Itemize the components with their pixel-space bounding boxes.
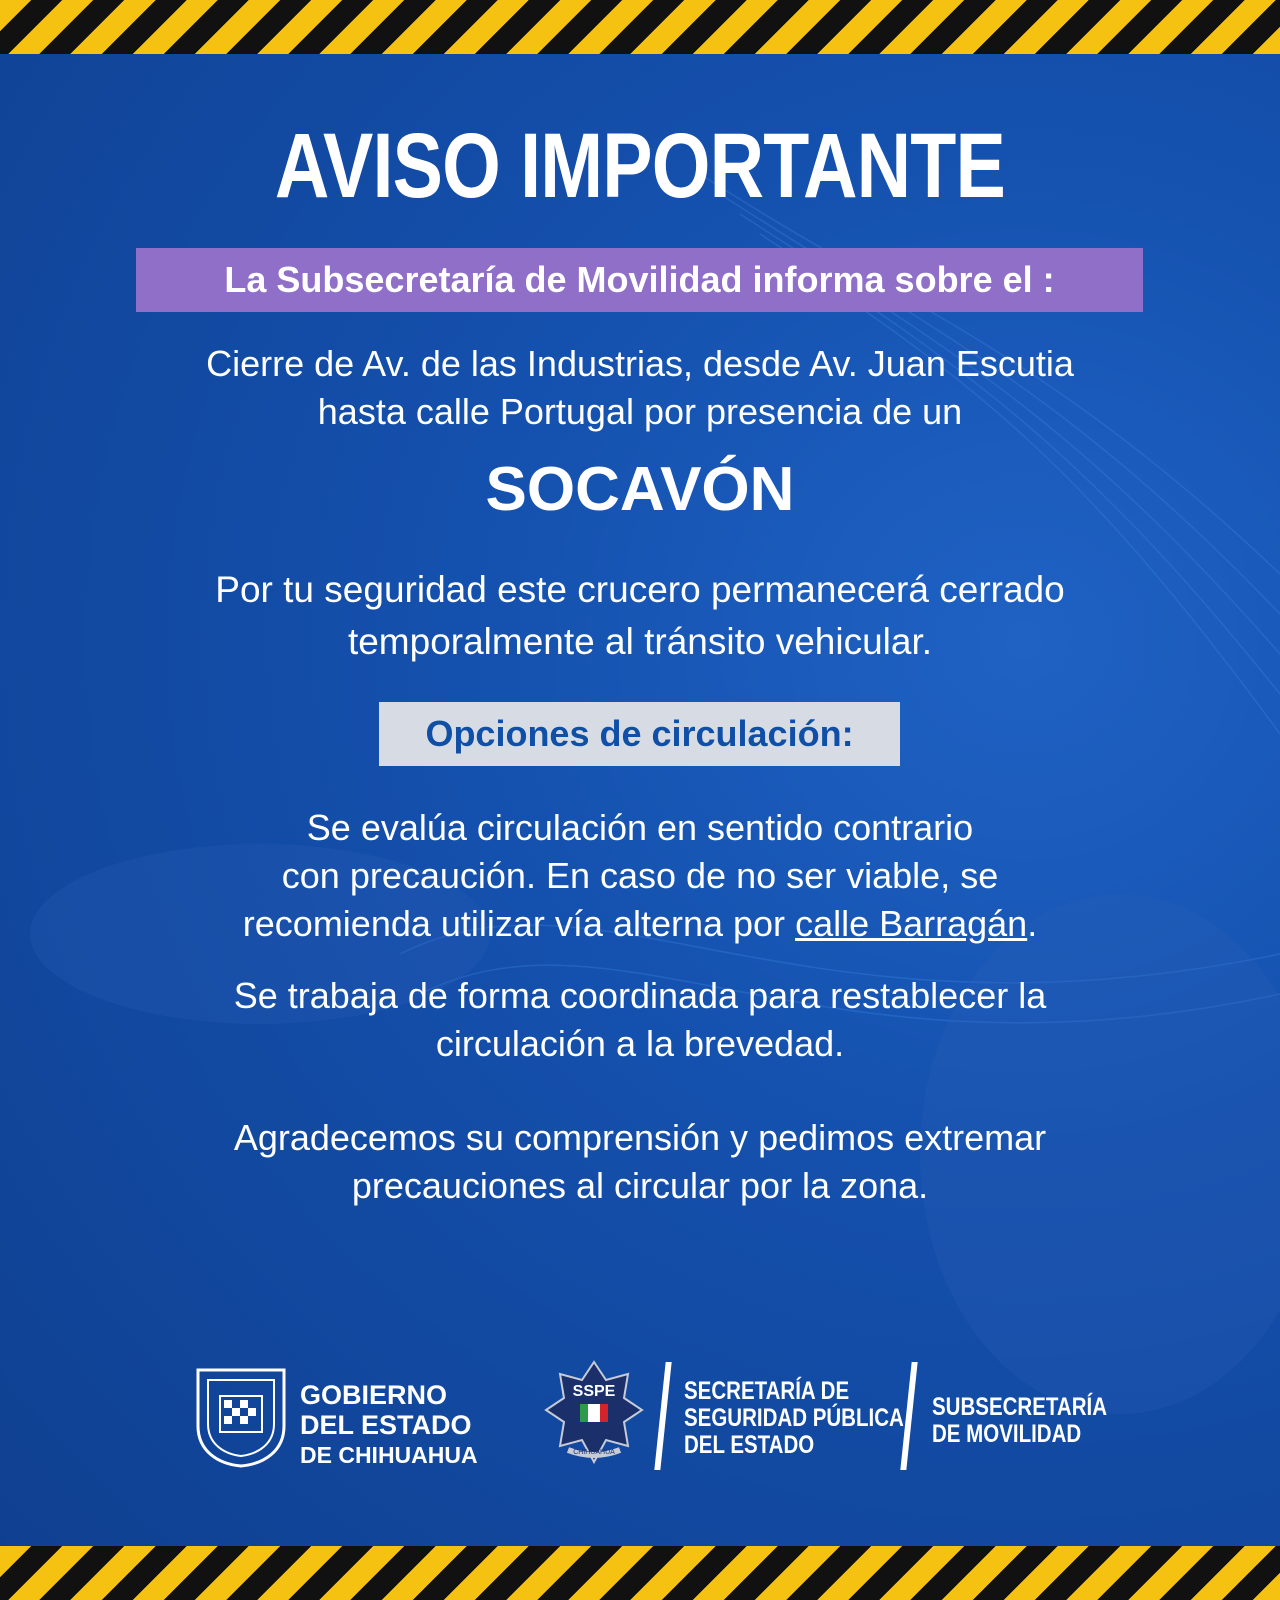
safety-line-2: temporalmente al tránsito vehicular. <box>347 621 933 662</box>
gov-line-3: DE CHIHUAHUA <box>300 1442 478 1468</box>
hazard-stripe-bottom <box>0 1546 1280 1600</box>
options-paragraph <box>0 804 1280 948</box>
sspe-badge-text: SSPE <box>572 1383 616 1400</box>
options-line-3-prefix: recomienda utilizar vía alterna por <box>242 903 796 944</box>
subsecretaria-movilidad-label <box>932 1394 1107 1448</box>
gov-line-1: GOBIERNO <box>300 1380 448 1410</box>
intro-badge: La Subsecretaría de Movilidad informa sobre el : <box>136 248 1143 312</box>
options-line-2: con precaución. En caso de no ser viable, se <box>281 855 999 896</box>
thanks-line-1: Agradecemos su comprensión y pedimos extremar <box>233 1117 1047 1158</box>
sec-line-2: SEGURIDAD PÚBLICA <box>684 1404 904 1432</box>
coordination-line-1: Se trabaja de forma coordinada para restablecer la <box>233 975 1047 1016</box>
safety-paragraph <box>0 564 1280 668</box>
socavon-heading: SOCAVÓN <box>485 455 795 524</box>
hazard-stripe-top <box>0 0 1280 54</box>
safety-line-1: Por tu seguridad este crucero permanecerá cerrado <box>215 569 1065 610</box>
calle-barragan-link[interactable]: calle Barragán <box>795 903 1028 944</box>
closure-line-1: Cierre de Av. de las Industrias, desde Av. Juan Escutia <box>206 343 1074 384</box>
sec-line-1: SECRETARÍA DE <box>684 1377 850 1405</box>
sspe-badge-icon <box>544 1358 644 1478</box>
coordination-line-2: circulación a la brevedad. <box>435 1023 845 1064</box>
options-line-3 <box>0 900 1280 948</box>
gov-line-2: DEL ESTADO <box>300 1410 472 1440</box>
secretaria-seguridad-label <box>684 1378 904 1459</box>
sspe-ribbon-text: CHIHUAHUA <box>573 1449 615 1456</box>
footer-divider-1 <box>654 1362 671 1470</box>
closure-paragraph <box>0 340 1280 436</box>
notice-title: AVISO IMPORTANTE <box>274 115 1006 217</box>
sub-line-1: SUBSECRETARÍA <box>932 1393 1108 1421</box>
options-line-3-suffix: . <box>1027 903 1038 944</box>
gobierno-estado-label <box>300 1380 478 1470</box>
thanks-paragraph <box>0 1114 1280 1210</box>
closure-line-2: hasta calle Portugal por presencia de un <box>317 391 963 432</box>
notice-content <box>0 54 1280 1546</box>
sub-line-2: DE MOVILIDAD <box>932 1420 1082 1448</box>
footer-logos <box>0 1366 1280 1486</box>
thanks-line-2: precauciones al circular por la zona. <box>351 1165 929 1206</box>
coordination-paragraph <box>0 972 1280 1068</box>
sec-line-3: DEL ESTADO <box>684 1431 815 1459</box>
options-badge: Opciones de circulación: <box>379 702 900 766</box>
options-line-1: Se evalúa circulación en sentido contrario <box>306 807 974 848</box>
chihuahua-state-seal-icon <box>194 1366 288 1468</box>
